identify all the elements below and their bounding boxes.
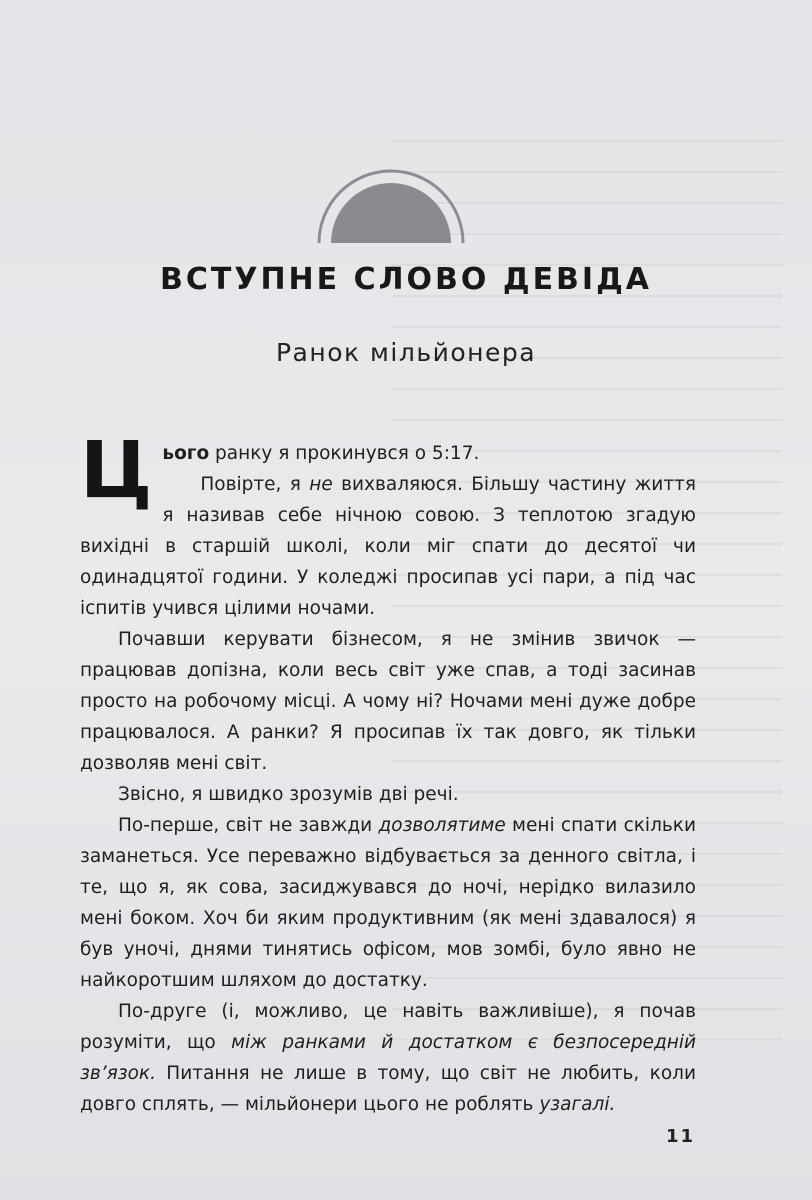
paragraph-text: мені спати скільки заманеться. Усе переважно відбувається за денного світла, і те, що я, як сова, засиджувався до ночі, нерідко вилазило мені боком. Хоч би яким продуктивним (як мені здавалося) я був уночі, днями тинятись офісом, мов зомбі, було явно не найкоротшим шляхом до достатку.	[80, 815, 696, 991]
emphasis: узагалі.	[539, 1094, 616, 1115]
paragraph-6	[80, 996, 696, 1120]
half-sun-icon	[311, 157, 471, 245]
paragraph-text: Звісно, я швидко зрозумів дві речі.	[118, 784, 459, 805]
paragraph-4	[80, 779, 696, 810]
lead-in: ього	[162, 443, 210, 464]
paragraph-text: Почавши керувати бізнесом, я не змінив звичок — працював допізна, коли весь світ уже спав, а тоді засинав просто на робочому місці. А чому ні? Ночами мені дуже добре працювалося. А ранки? Я просипав їх так довго, як тільки дозволяв мені світ.	[80, 629, 696, 774]
paragraph-2	[80, 469, 696, 624]
paragraph-text: ранку я прокинувся о 5:17.	[209, 443, 480, 464]
paragraph-text: Повірте, я	[200, 474, 310, 495]
chapter-title: ВСТУПНЕ СЛОВО ДЕВІДА	[159, 262, 653, 297]
paragraph-text: вихваляюся. Більшу частину життя я називав себе нічною совою. З теплотою згадую вихідні в старшій школі, коли міг спати до десятої чи одинадцятої години. У коледжі просипав усі пари, а під час іспитів учився цілими ночами.	[80, 474, 697, 619]
paragraph-text: По-друге (і, можливо, це навіть важливіше), я почав розуміти, що	[80, 1001, 696, 1053]
page-number: 11	[666, 1126, 696, 1147]
paragraph-5	[80, 810, 696, 996]
paragraph-text: По-перше, світ не завжди	[118, 815, 379, 836]
paragraph-text: Питання не лише в тому, що світ не любить, коли довго сплять, — мільйонери цього не роблять	[80, 1063, 696, 1115]
emphasis: дозволятиме	[378, 815, 506, 836]
drop-cap: Ц	[80, 426, 153, 516]
chapter-subtitle: Ранок мільйонера	[275, 338, 537, 367]
emphasis: між ранками й достатком є безпосередній зв’язок.	[80, 1032, 696, 1084]
chapter-body	[80, 426, 697, 1120]
paragraph-3	[80, 624, 696, 779]
emphasis: не	[309, 474, 333, 495]
